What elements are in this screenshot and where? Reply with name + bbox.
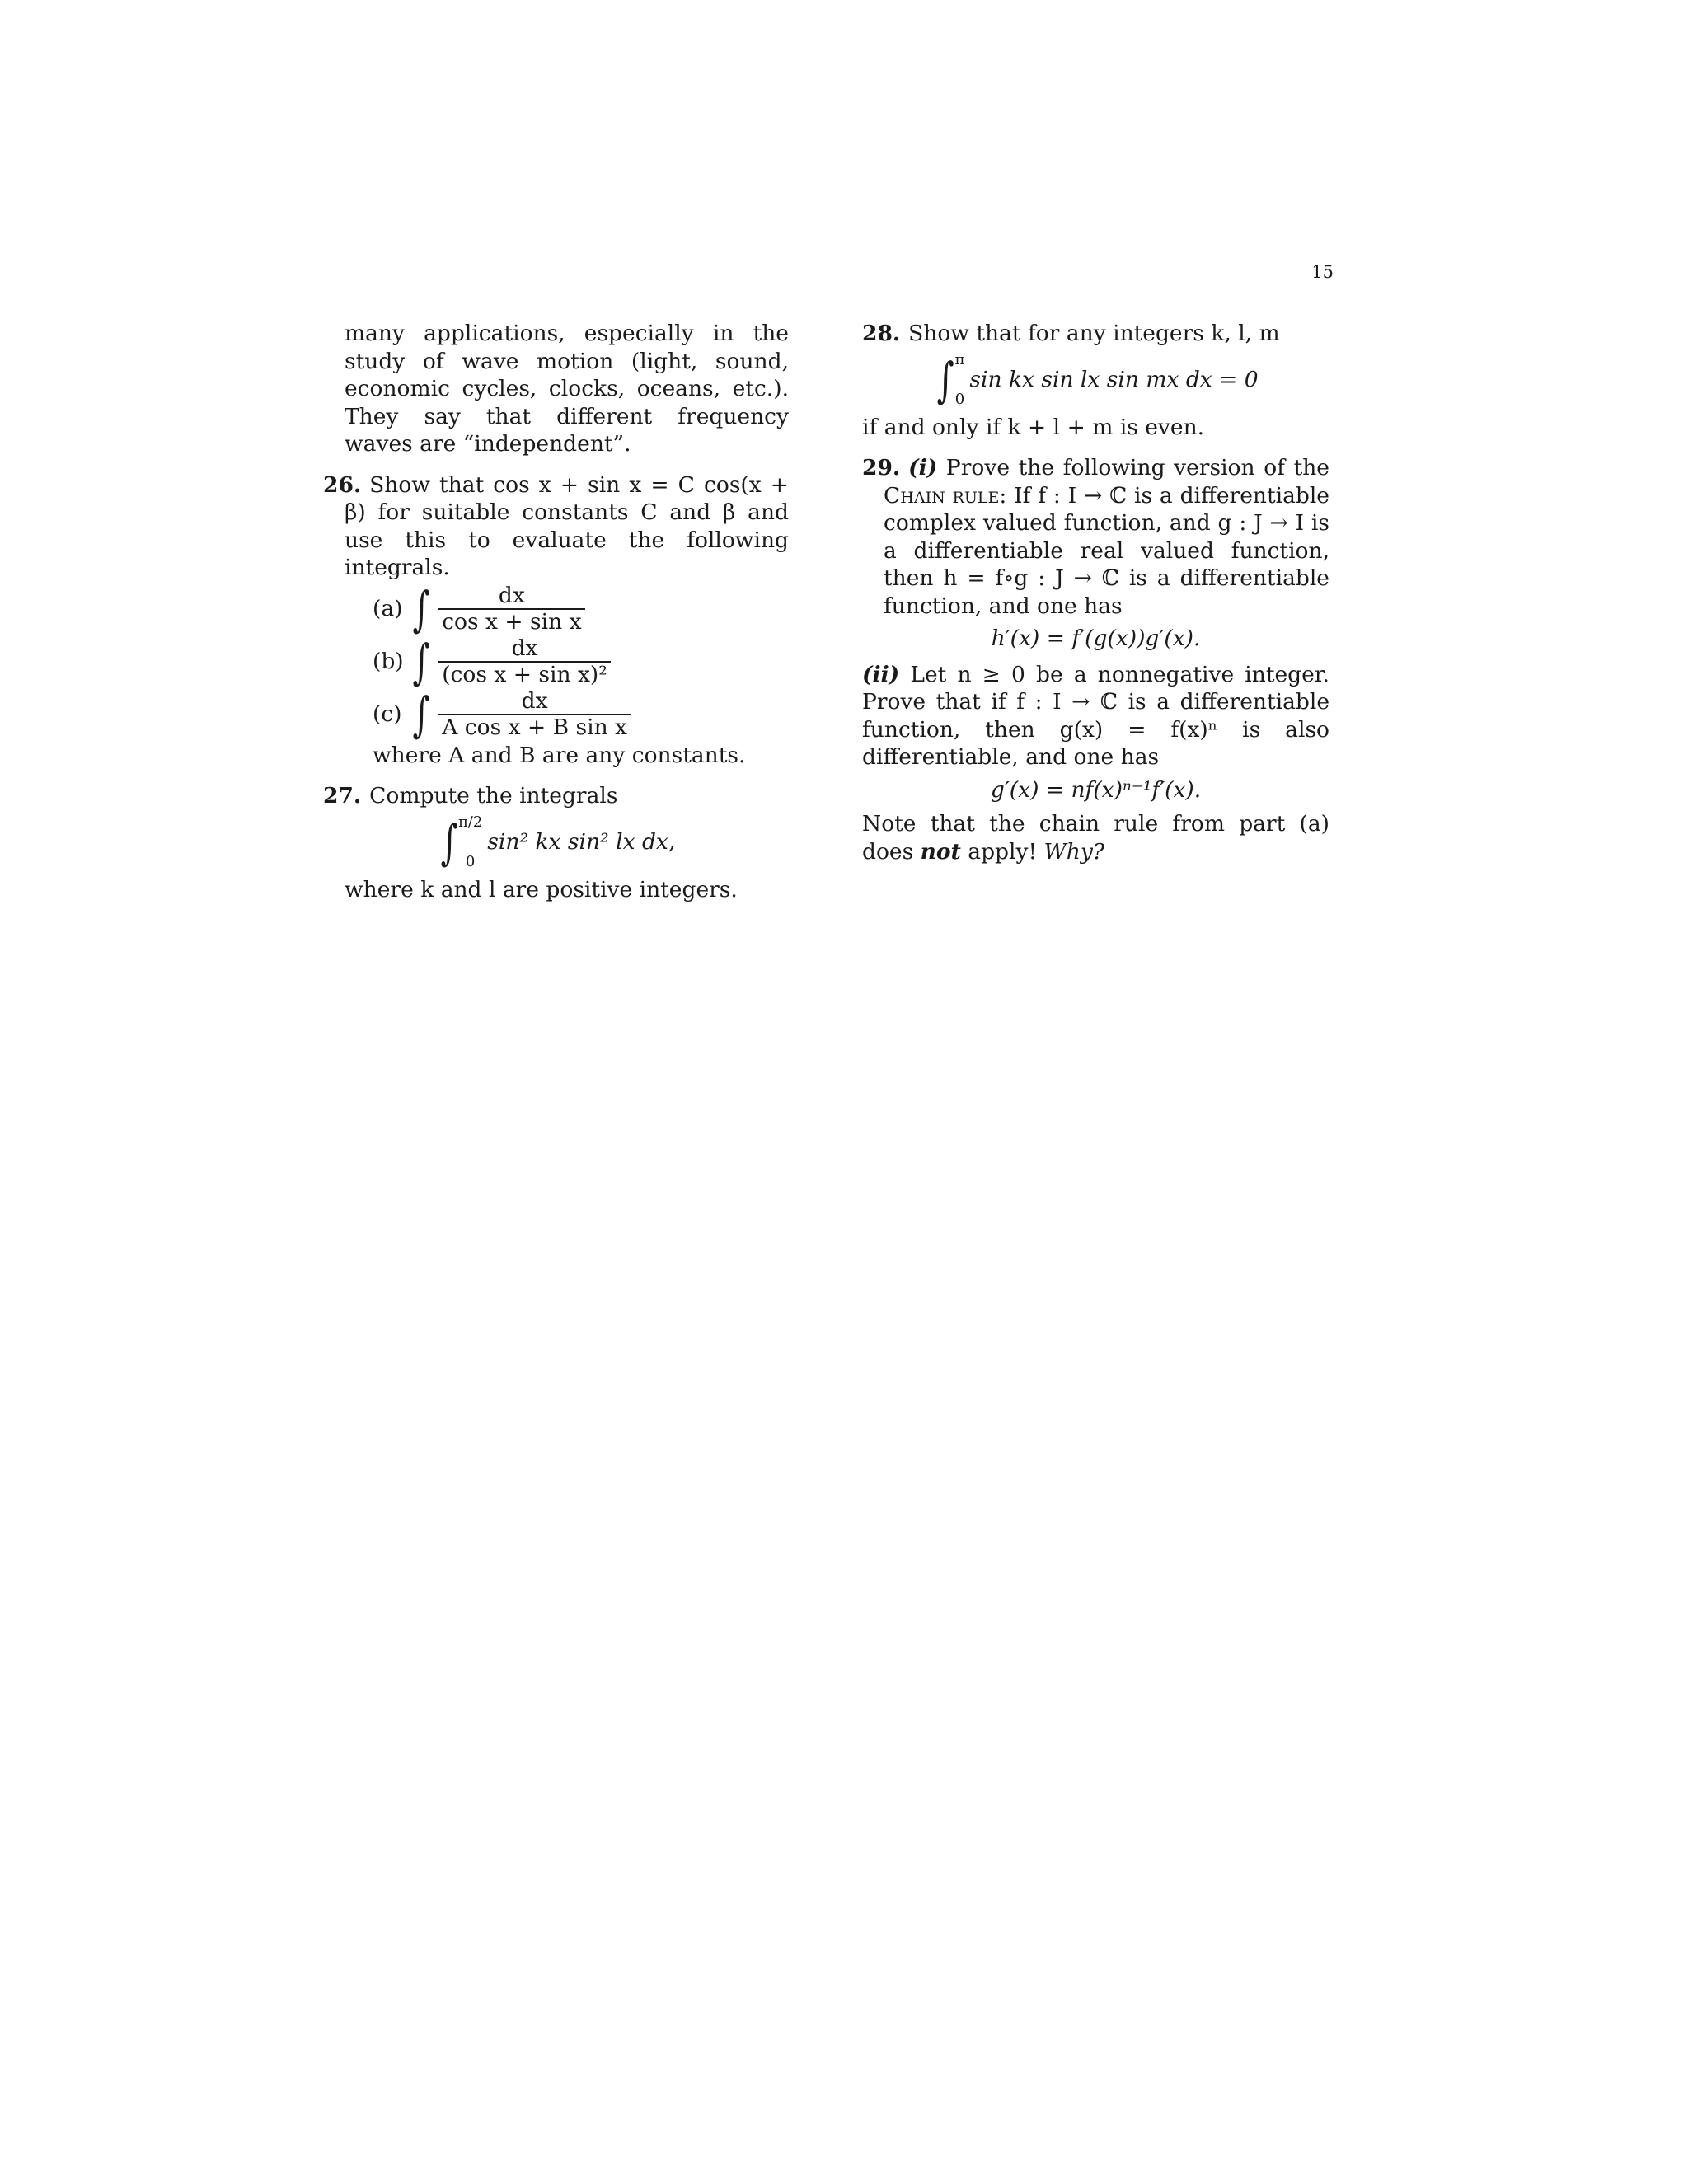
problem-28-number: 28. bbox=[862, 321, 901, 346]
part-i-label: (i) bbox=[908, 455, 938, 480]
note-emphasis: not bbox=[920, 838, 961, 865]
item-label: (b) bbox=[373, 648, 404, 674]
fraction-denominator: cos x + sin x bbox=[438, 608, 584, 635]
part-ii-text: Let n ≥ 0 be a nonnegative integer. Prove that if f : I → ℂ is a differentiable function, then g(x) = f(x)ⁿ is also differentiable, and one has bbox=[862, 661, 1329, 770]
problem-29-number: 29. bbox=[862, 455, 901, 480]
left-column bbox=[323, 320, 789, 903]
fraction-numerator: dx bbox=[498, 582, 525, 608]
page-number: 15 bbox=[1311, 262, 1334, 282]
fraction-numerator: dx bbox=[521, 687, 548, 714]
problem-28-text: Show that for any integers k, l, m bbox=[908, 321, 1280, 346]
intro-paragraph: many applications, especially in the study of wave motion (light, sound, economic cycles, clocks, oceans, etc.). They say that different frequency waves are “independent”. bbox=[345, 321, 789, 457]
note-text: Note that the chain rule from part (a) does bbox=[862, 811, 1329, 865]
fraction-numerator: dx bbox=[511, 635, 538, 661]
integrand: sin² kx sin² lx dx, bbox=[487, 828, 676, 855]
problem-27-number: 27. bbox=[323, 783, 362, 808]
problem-28-after: if and only if k + l + m is even. bbox=[862, 414, 1205, 440]
problem-27-text: Compute the integrals bbox=[369, 783, 618, 808]
chain-rule-term: Chain rule bbox=[884, 482, 1000, 509]
problem-28 bbox=[862, 320, 1329, 441]
chain-rule-equation: h′(x) = f′(g(x))g′(x). bbox=[991, 626, 1201, 651]
integral-item-c: (c) ∫ $\frac{dx}{\text{A cos x + B sin x}}$ bbox=[373, 689, 789, 740]
integral-lower-limit: 0 bbox=[465, 852, 476, 870]
right-column bbox=[862, 320, 1329, 865]
part-i-text-cont: : If f : I → ℂ is a differentiable complex valued function, and g : J → I is a differentiable real valued function, then h = f∘g : J → ℂ is a differentiable function, and one has bbox=[884, 482, 1329, 619]
problem-26-text: Show that cos x + sin x = C cos(x + β) for suitable constants C and β and use this to evaluate the following integrals. bbox=[345, 471, 789, 580]
problem-28-equation: ∫ π 0 sin kx sin lx sin mx dx = 0 bbox=[936, 350, 1259, 408]
integral-upper-limit: π/2 bbox=[457, 813, 483, 831]
note-why: Why? bbox=[1043, 838, 1105, 865]
note-text-cont: apply! bbox=[968, 838, 1038, 865]
item-label: (c) bbox=[373, 701, 402, 727]
fraction-denominator: (cos x + sin x)² bbox=[438, 661, 611, 687]
problem-27-after: where k and l are positive integers. bbox=[345, 876, 738, 902]
integrand: sin kx sin lx sin mx dx = 0 bbox=[969, 366, 1259, 392]
integral-upper-limit: π bbox=[954, 350, 965, 368]
part-ii-label: (ii) bbox=[862, 661, 900, 687]
problem-29 bbox=[862, 454, 1329, 865]
fraction-denominator: A cos x + B sin x bbox=[438, 714, 631, 740]
problem-27 bbox=[323, 782, 789, 903]
problem-26-number: 26. bbox=[323, 471, 362, 498]
part-i-text: Prove the following version of the bbox=[945, 455, 1329, 480]
integral-item-b: (b) ∫ $\frac{dx}{\text{(cos x + sin x)²}}$ bbox=[373, 636, 789, 687]
item-label: (a) bbox=[373, 595, 403, 621]
power-rule-equation: g′(x) = nf(x)ⁿ⁻¹f′(x). bbox=[990, 776, 1202, 803]
integral-item-a: (a) ∫ $\frac{dx}{\text{cos x + sin x}}$ bbox=[373, 583, 789, 635]
problem-27-equation: ∫ π/2 0 sin² kx sin² lx dx, bbox=[440, 813, 676, 870]
problem-26-after: where A and B are any constants. bbox=[373, 742, 746, 768]
integral-lower-limit: 0 bbox=[954, 390, 965, 408]
problem-26 bbox=[323, 471, 789, 770]
